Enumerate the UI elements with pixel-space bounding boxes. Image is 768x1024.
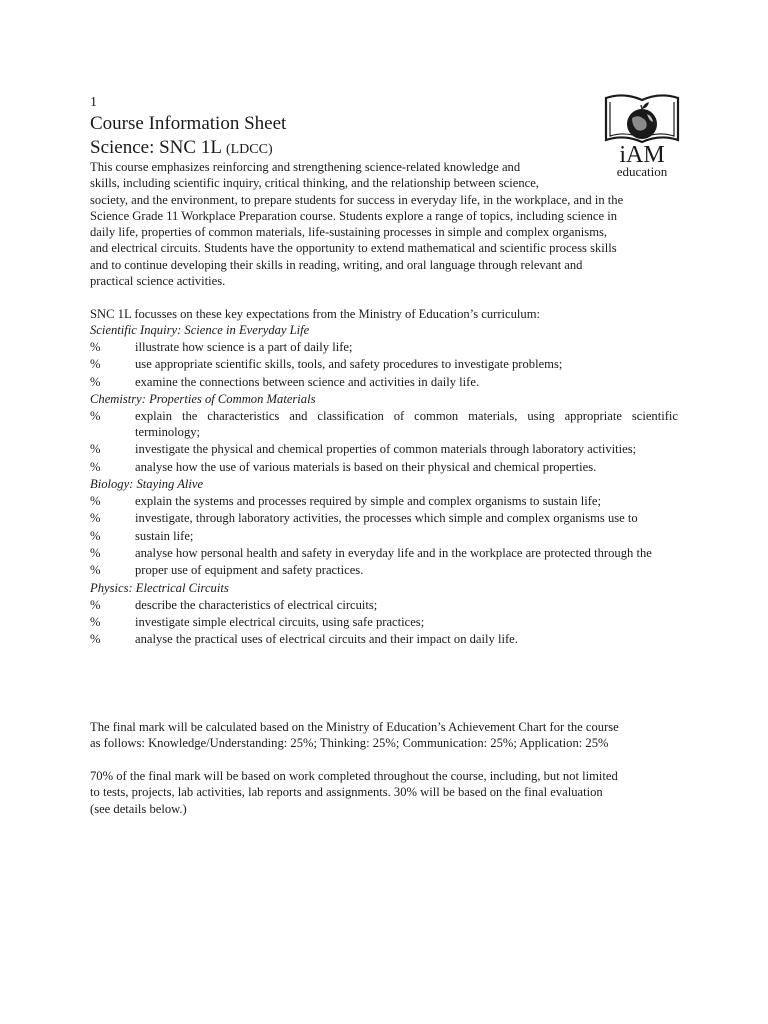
bullet-mark: % [90,528,101,543]
bullet-text: analyse how the use of various materials is based on their physical and chemical properties. [135,459,597,474]
list-item [90,528,678,544]
section-scientific-inquiry [90,322,678,390]
bullet-mark: % [90,511,101,526]
description-line: daily life, properties of common materials, life-sustaining processes in simple and complex organisms, [90,225,608,240]
bullet-text: use appropriate scientific skills, tools, and safety procedures to investigate problems; [135,357,563,372]
bullet-text: illustrate how science is a part of daily life; [135,340,353,354]
list-item [90,374,678,390]
bullet-text: analyse how personal health and safety in everyday life and in the workplace are protected through the [135,545,652,560]
course-name: Science: SNC 1L [90,137,222,158]
bullet-mark: % [90,459,101,474]
bullet-text: explain the systems and processes required by simple and complex organisms to sustain life; [135,494,601,509]
page-number: 1 [90,95,97,110]
description-line: practical science activities. [90,274,226,289]
bullet-text: examine the connections between science and activities in daily life. [135,374,480,389]
paragraph-line: 70% of the final mark will be based on work completed throughout the course, including, but not limited [90,769,618,783]
description-line: This course emphasizes reinforcing and strengthening science-related knowledge and [90,160,521,174]
description-line: society, and the environment, to prepare students for success in everyday life, in the workplace, and in the [90,192,624,207]
list-item [90,597,678,613]
list-item [90,441,678,457]
bullet-text: investigate the physical and chemical properties of common materials through laboratory activities; [135,442,637,457]
section-title: Physics: Electrical Circuits [90,580,229,595]
paragraph-line: as follows: Knowledge/Understanding: 25%; Thinking: 25%; Communication: 25%; Application: 25% [90,736,609,751]
bullet-mark: % [90,442,101,457]
logo-text-sub: education [616,164,668,178]
paragraph-line: (see details below.) [90,801,187,816]
bullet-mark: % [90,357,101,372]
bullet-mark: % [90,545,101,560]
list-item [90,510,678,526]
list-item [90,493,678,509]
list-item [90,631,678,647]
bullet-mark: % [90,632,101,647]
course-description [90,159,680,289]
list-item [90,562,678,578]
list-item [90,408,678,441]
section-title: Scientific Inquiry: Science in Everyday Life [90,323,310,337]
description-line: and electrical circuits. Students have the opportunity to extend mathematical and scientific process skills [90,241,617,256]
bullet-mark: % [90,597,101,612]
section-physics [90,580,678,648]
bullet-text: investigate, through laboratory activities, the processes which simple and complex organisms use to [135,511,638,526]
bullet-text: investigate simple electrical circuits, using safe practices; [135,614,425,629]
page-title: Course Information Sheet [90,113,287,134]
expectations-intro: SNC 1L focusses on these key expectations from the Ministry of Education’s curriculum: [90,307,541,321]
paragraph-line: The final mark will be calculated based on the Ministry of Education’s Achievement Chart for the course [90,720,619,734]
bullet-mark: % [90,340,101,354]
description-line: and to continue developing their skills in reading, writing, and oral language through relevant and [90,257,583,272]
section-chemistry [90,391,678,475]
description-line: Science Grade 11 Workplace Preparation course. Students explore a range of topics, including science in [90,208,618,223]
section-biology [90,476,678,578]
bullet-text: analyse the practical uses of electrical circuits and their impact on daily life. [135,632,518,647]
bullet-mark: % [90,563,101,578]
paragraph-line: to tests, projects, lab activities, lab reports and assignments. 30% will be based on the final evaluation [90,785,603,800]
expectations-sections [90,322,678,648]
description-line: skills, including scientific inquiry, critical thinking, and the relationship between science, [90,176,539,191]
list-item [90,459,678,475]
bullet-mark: % [90,494,101,509]
course-code: (LDCC) [225,142,273,157]
list-item [90,339,678,355]
bullet-mark: % [90,614,101,629]
section-title: Chemistry: Properties of Common Materials [90,391,316,406]
bullet-text: sustain life; [135,528,194,543]
final-mark-paragraph [90,719,682,752]
bullet-text: proper use of equipment and safety practices. [135,563,364,578]
evaluation-paragraph [90,768,682,817]
logo-text-main: iAM [619,142,665,168]
bullet-text: explain the characteristics and classification of common materials, using appropriate scientific terminology; [135,408,678,440]
list-item [90,614,678,630]
list-item [90,356,678,372]
bullet-mark: % [90,374,101,389]
bullet-mark: % [90,408,101,423]
list-item [90,545,678,561]
course-subtitle [90,137,273,161]
section-title: Biology: Staying Alive [90,477,204,492]
bullet-text: describe the characteristics of electrical circuits; [135,597,378,612]
